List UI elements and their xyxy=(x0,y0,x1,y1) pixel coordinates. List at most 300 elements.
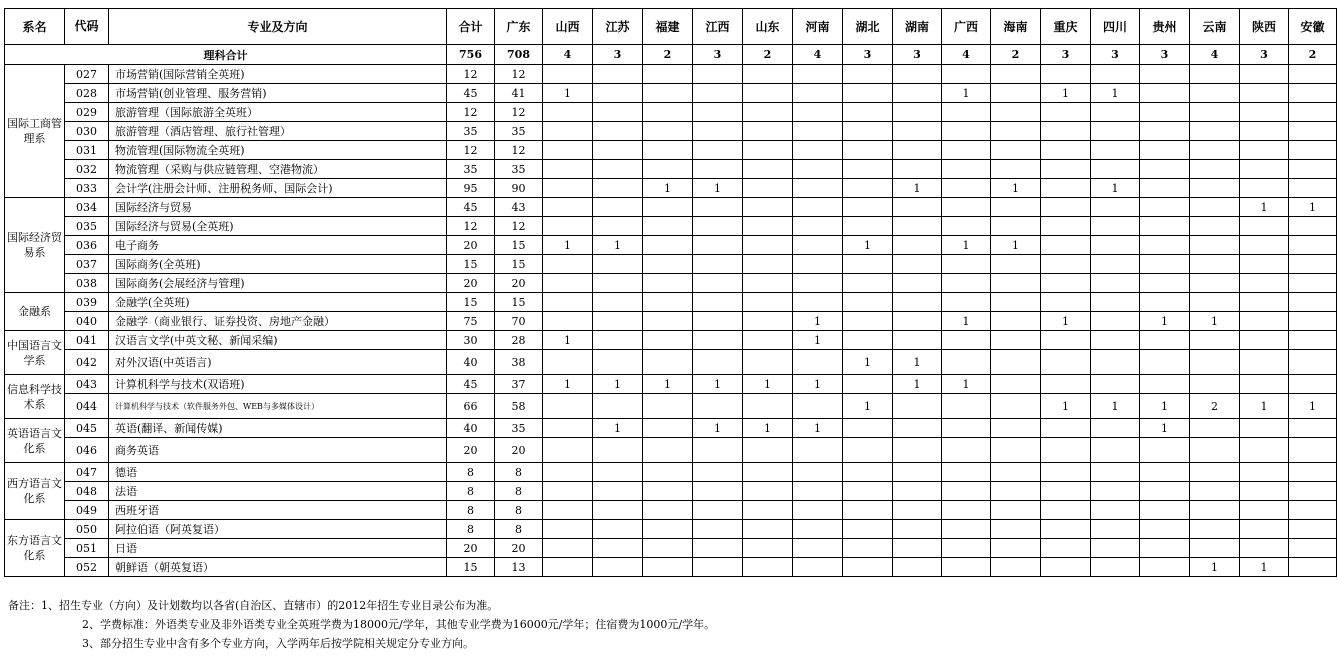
province-count xyxy=(693,293,743,312)
dept-name: 东方语言文化系 xyxy=(5,520,65,577)
province-count: 1 xyxy=(593,419,643,438)
province-count xyxy=(543,463,593,482)
province-count xyxy=(942,350,991,375)
table-row xyxy=(5,122,1337,141)
major-name: 物流管理（采购与供应链管理、空港物流） xyxy=(109,160,447,179)
note-3: 3、部分招生专业中含有多个专业方向，入学两年后按学院相关规定分专业方向。 xyxy=(82,637,474,650)
province-count xyxy=(1240,350,1289,375)
province-count xyxy=(1140,539,1190,558)
major-total: 20 xyxy=(447,274,495,293)
province-count: 1 xyxy=(543,236,593,255)
province-count xyxy=(543,198,593,217)
province-count: 13 xyxy=(495,558,543,577)
province-count xyxy=(1240,331,1289,350)
province-count xyxy=(1289,255,1337,274)
table-row xyxy=(5,419,1337,438)
province-count xyxy=(593,160,643,179)
province-count xyxy=(1091,463,1140,482)
province-count xyxy=(1140,463,1190,482)
province-count xyxy=(942,558,991,577)
province-count xyxy=(1041,122,1091,141)
major-name: 对外汉语(中英语言) xyxy=(109,350,447,375)
major-total: 12 xyxy=(447,217,495,236)
province-count xyxy=(693,558,743,577)
major-code: 033 xyxy=(65,179,109,198)
province-count xyxy=(693,236,743,255)
province-count xyxy=(593,463,643,482)
province-count xyxy=(1190,217,1240,236)
major-name: 英语(翻译、新闻传媒) xyxy=(109,419,447,438)
province-count xyxy=(793,539,843,558)
header-province: 湖北 xyxy=(843,9,893,45)
province-count: 1 xyxy=(1041,84,1091,103)
province-count xyxy=(793,520,843,539)
major-code: 051 xyxy=(65,539,109,558)
province-count xyxy=(1240,419,1289,438)
province-count xyxy=(793,122,843,141)
province-count xyxy=(793,179,843,198)
table-row xyxy=(5,438,1337,463)
province-count xyxy=(693,198,743,217)
province-count: 1 xyxy=(1091,394,1140,419)
province-count xyxy=(643,558,693,577)
summary-value: 3 xyxy=(843,45,893,65)
province-count xyxy=(1041,198,1091,217)
major-name: 朝鲜语（朝英复语） xyxy=(109,558,447,577)
province-count: 1 xyxy=(843,350,893,375)
province-count xyxy=(743,501,793,520)
province-count xyxy=(843,141,893,160)
note-2: 2、学费标准：外语类专业及非外语类专业全英班学费为18000元/学年，其他专业学费为16000元/学年；住宿费为1000元/学年。 xyxy=(82,618,716,631)
province-count xyxy=(1091,217,1140,236)
province-count xyxy=(643,65,693,84)
province-count xyxy=(893,103,942,122)
province-count xyxy=(1289,293,1337,312)
header-province: 云南 xyxy=(1190,9,1240,45)
province-count xyxy=(942,255,991,274)
province-count: 1 xyxy=(942,375,991,394)
header-province: 重庆 xyxy=(1041,9,1091,45)
province-count xyxy=(991,84,1041,103)
province-count xyxy=(1091,236,1140,255)
dept-name: 西方语言文化系 xyxy=(5,463,65,520)
province-count xyxy=(942,501,991,520)
major-name: 计算机科学与技术(双语班) xyxy=(109,375,447,394)
major-code: 037 xyxy=(65,255,109,274)
province-count xyxy=(1289,312,1337,331)
province-count xyxy=(1190,375,1240,394)
province-count xyxy=(1190,438,1240,463)
province-count: 1 xyxy=(893,179,942,198)
province-count xyxy=(1091,331,1140,350)
province-count xyxy=(1041,331,1091,350)
province-count xyxy=(1289,350,1337,375)
province-count: 20 xyxy=(495,539,543,558)
major-code: 031 xyxy=(65,141,109,160)
table-row xyxy=(5,312,1337,331)
province-count xyxy=(543,293,593,312)
province-count: 1 xyxy=(543,84,593,103)
province-count xyxy=(1289,520,1337,539)
province-count xyxy=(1091,312,1140,331)
table-row xyxy=(5,236,1337,255)
major-code: 048 xyxy=(65,482,109,501)
province-count xyxy=(843,463,893,482)
province-count xyxy=(693,274,743,293)
province-count xyxy=(893,520,942,539)
province-count xyxy=(1240,463,1289,482)
header-row xyxy=(5,9,1337,45)
province-count xyxy=(843,274,893,293)
province-count xyxy=(991,141,1041,160)
province-count xyxy=(991,65,1041,84)
province-count xyxy=(1091,122,1140,141)
province-count xyxy=(693,84,743,103)
province-count xyxy=(1240,482,1289,501)
province-count xyxy=(1140,84,1190,103)
major-code: 032 xyxy=(65,160,109,179)
province-count xyxy=(593,255,643,274)
major-name: 金融学（商业银行、证券投资、房地产金融） xyxy=(109,312,447,331)
province-count xyxy=(643,293,693,312)
summary-value: 3 xyxy=(693,45,743,65)
province-count: 1 xyxy=(793,312,843,331)
major-total: 45 xyxy=(447,198,495,217)
province-count xyxy=(942,122,991,141)
province-count xyxy=(1140,331,1190,350)
province-count: 1 xyxy=(893,375,942,394)
province-count xyxy=(991,501,1041,520)
province-count: 12 xyxy=(495,65,543,84)
province-count xyxy=(743,84,793,103)
province-count xyxy=(1190,122,1240,141)
province-count xyxy=(1041,255,1091,274)
province-count xyxy=(991,331,1041,350)
province-count xyxy=(743,274,793,293)
province-count xyxy=(1140,217,1190,236)
province-count xyxy=(543,141,593,160)
major-total: 12 xyxy=(447,65,495,84)
province-count xyxy=(1289,274,1337,293)
province-count xyxy=(843,217,893,236)
province-count xyxy=(643,501,693,520)
province-count xyxy=(1289,331,1337,350)
province-count xyxy=(893,293,942,312)
province-count xyxy=(1289,419,1337,438)
province-count xyxy=(991,520,1041,539)
province-count: 1 xyxy=(793,375,843,394)
province-count xyxy=(643,438,693,463)
province-count xyxy=(643,274,693,293)
major-total: 15 xyxy=(447,558,495,577)
province-count xyxy=(1041,419,1091,438)
province-count xyxy=(743,539,793,558)
major-total: 8 xyxy=(447,520,495,539)
major-name: 市场营销(创业管理、服务营销) xyxy=(109,84,447,103)
province-count xyxy=(1190,198,1240,217)
header-province: 广西 xyxy=(942,9,991,45)
province-count: 1 xyxy=(942,236,991,255)
province-count xyxy=(843,65,893,84)
province-count xyxy=(1190,331,1240,350)
province-count: 90 xyxy=(495,179,543,198)
province-count xyxy=(1190,65,1240,84)
province-count xyxy=(1091,520,1140,539)
province-count xyxy=(643,331,693,350)
header-province: 山东 xyxy=(743,9,793,45)
province-count xyxy=(942,394,991,419)
major-total: 20 xyxy=(447,236,495,255)
summary-value: 3 xyxy=(1240,45,1289,65)
summary-value: 3 xyxy=(1140,45,1190,65)
province-count xyxy=(1140,141,1190,160)
province-count xyxy=(543,255,593,274)
major-name: 阿拉伯语（阿英复语） xyxy=(109,520,447,539)
province-count xyxy=(893,331,942,350)
province-count xyxy=(1190,482,1240,501)
province-count xyxy=(693,463,743,482)
province-count: 1 xyxy=(843,394,893,419)
province-count xyxy=(893,274,942,293)
province-count xyxy=(843,438,893,463)
province-count xyxy=(1240,293,1289,312)
header-province: 安徽 xyxy=(1289,9,1337,45)
province-count: 1 xyxy=(793,331,843,350)
enrollment-plan-table xyxy=(4,8,1337,577)
province-count xyxy=(743,520,793,539)
province-count xyxy=(893,65,942,84)
province-count: 1 xyxy=(793,419,843,438)
major-total: 8 xyxy=(447,463,495,482)
province-count xyxy=(793,274,843,293)
province-count xyxy=(1289,84,1337,103)
summary-value: 2 xyxy=(643,45,693,65)
province-count xyxy=(743,160,793,179)
major-name: 德语 xyxy=(109,463,447,482)
province-count xyxy=(1289,501,1337,520)
province-count xyxy=(1041,539,1091,558)
summary-label: 理科合计 xyxy=(5,45,447,65)
province-count xyxy=(1289,375,1337,394)
major-code: 041 xyxy=(65,331,109,350)
province-count xyxy=(893,438,942,463)
province-count: 41 xyxy=(495,84,543,103)
province-count xyxy=(1190,539,1240,558)
province-count xyxy=(743,236,793,255)
province-count xyxy=(893,217,942,236)
province-count xyxy=(893,539,942,558)
province-count: 12 xyxy=(495,217,543,236)
major-name: 会计学(注册会计师、注册税务师、国际会计) xyxy=(109,179,447,198)
province-count xyxy=(793,217,843,236)
province-count: 1 xyxy=(693,375,743,394)
header-province: 湖南 xyxy=(893,9,942,45)
province-count xyxy=(543,438,593,463)
table-row xyxy=(5,293,1337,312)
province-count xyxy=(843,539,893,558)
major-code: 046 xyxy=(65,438,109,463)
major-total: 40 xyxy=(447,350,495,375)
major-code: 040 xyxy=(65,312,109,331)
summary-total: 756 xyxy=(447,45,495,65)
province-count: 1 xyxy=(643,179,693,198)
header-province: 江西 xyxy=(693,9,743,45)
province-count xyxy=(693,520,743,539)
province-count xyxy=(1091,375,1140,394)
province-count xyxy=(593,141,643,160)
province-count: 1 xyxy=(942,312,991,331)
province-count xyxy=(1240,274,1289,293)
province-count xyxy=(942,217,991,236)
province-count xyxy=(593,84,643,103)
province-count xyxy=(743,141,793,160)
province-count xyxy=(743,482,793,501)
province-count xyxy=(1240,103,1289,122)
province-count xyxy=(593,103,643,122)
summary-value: 3 xyxy=(1091,45,1140,65)
header-major: 专业及方向 xyxy=(109,9,447,45)
province-count xyxy=(991,293,1041,312)
major-code: 043 xyxy=(65,375,109,394)
province-count xyxy=(942,141,991,160)
province-count: 1 xyxy=(593,236,643,255)
province-count: 1 xyxy=(1041,312,1091,331)
summary-row xyxy=(5,45,1337,65)
province-count: 8 xyxy=(495,463,543,482)
province-count: 58 xyxy=(495,394,543,419)
major-code: 036 xyxy=(65,236,109,255)
province-count xyxy=(843,84,893,103)
province-count xyxy=(1190,501,1240,520)
province-count xyxy=(693,65,743,84)
province-count xyxy=(643,141,693,160)
province-count xyxy=(893,463,942,482)
header-province: 山西 xyxy=(543,9,593,45)
province-count xyxy=(1289,463,1337,482)
province-count: 70 xyxy=(495,312,543,331)
province-count xyxy=(991,482,1041,501)
province-count xyxy=(743,103,793,122)
province-count xyxy=(893,160,942,179)
province-count xyxy=(942,103,991,122)
major-name: 国际商务(全英班) xyxy=(109,255,447,274)
dept-name: 国际经济贸易系 xyxy=(5,198,65,293)
province-count xyxy=(1240,501,1289,520)
table-row xyxy=(5,482,1337,501)
summary-value: 2 xyxy=(991,45,1041,65)
province-count xyxy=(843,501,893,520)
province-count: 12 xyxy=(495,141,543,160)
province-count xyxy=(1140,375,1190,394)
header-province: 贵州 xyxy=(1140,9,1190,45)
header-province: 四川 xyxy=(1091,9,1140,45)
province-count xyxy=(593,558,643,577)
province-count: 1 xyxy=(1140,312,1190,331)
province-count xyxy=(543,482,593,501)
province-count xyxy=(1140,558,1190,577)
province-count xyxy=(843,103,893,122)
province-count xyxy=(1091,438,1140,463)
province-count xyxy=(543,520,593,539)
province-count xyxy=(1091,65,1140,84)
province-count xyxy=(1190,236,1240,255)
province-count xyxy=(693,103,743,122)
province-count xyxy=(893,122,942,141)
province-count xyxy=(593,122,643,141)
province-count xyxy=(1041,103,1091,122)
province-count xyxy=(793,350,843,375)
province-count xyxy=(643,217,693,236)
province-count xyxy=(743,350,793,375)
major-name: 市场营销(国际营销全英班) xyxy=(109,65,447,84)
province-count xyxy=(743,293,793,312)
province-count xyxy=(693,501,743,520)
province-count: 8 xyxy=(495,482,543,501)
province-count xyxy=(793,558,843,577)
dept-name: 中国语言文学系 xyxy=(5,331,65,375)
province-count xyxy=(1240,217,1289,236)
major-total: 15 xyxy=(447,255,495,274)
dept-name: 英语语言文化系 xyxy=(5,419,65,463)
major-total: 8 xyxy=(447,501,495,520)
province-count xyxy=(793,482,843,501)
province-count: 1 xyxy=(893,350,942,375)
province-count: 38 xyxy=(495,350,543,375)
province-count xyxy=(1190,350,1240,375)
province-count xyxy=(643,482,693,501)
province-count xyxy=(1289,141,1337,160)
province-count xyxy=(843,122,893,141)
province-count xyxy=(843,293,893,312)
province-count xyxy=(1289,103,1337,122)
province-count xyxy=(693,394,743,419)
province-count xyxy=(693,255,743,274)
province-count xyxy=(543,160,593,179)
province-count xyxy=(1041,274,1091,293)
province-count xyxy=(1240,520,1289,539)
province-count xyxy=(743,558,793,577)
province-count xyxy=(991,438,1041,463)
major-total: 12 xyxy=(447,103,495,122)
province-count: 28 xyxy=(495,331,543,350)
province-count xyxy=(843,482,893,501)
province-count xyxy=(942,274,991,293)
province-count xyxy=(1041,438,1091,463)
table-row xyxy=(5,520,1337,539)
table-row xyxy=(5,501,1337,520)
province-count xyxy=(1091,350,1140,375)
major-code: 035 xyxy=(65,217,109,236)
province-count: 35 xyxy=(495,160,543,179)
province-count xyxy=(793,394,843,419)
major-name: 商务英语 xyxy=(109,438,447,463)
province-count xyxy=(1041,520,1091,539)
province-count xyxy=(793,84,843,103)
province-count xyxy=(893,255,942,274)
province-count: 15 xyxy=(495,255,543,274)
province-count xyxy=(593,217,643,236)
province-count xyxy=(693,122,743,141)
major-total: 20 xyxy=(447,438,495,463)
province-count xyxy=(643,463,693,482)
province-count xyxy=(1041,179,1091,198)
table-row xyxy=(5,350,1337,375)
province-count xyxy=(543,558,593,577)
major-code: 045 xyxy=(65,419,109,438)
province-count xyxy=(991,419,1041,438)
province-count xyxy=(693,331,743,350)
major-code: 038 xyxy=(65,274,109,293)
